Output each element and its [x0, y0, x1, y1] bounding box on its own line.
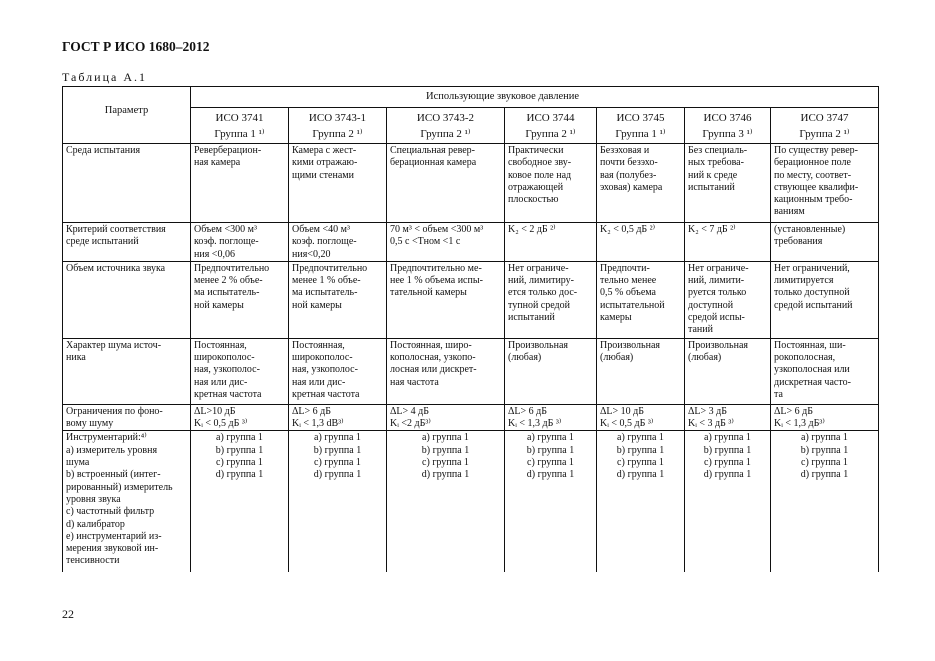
- value-cell: Предпочтительно менее 1 % объе- ма испытатель- ной камеры: [289, 261, 387, 338]
- table-row: [63, 261, 879, 338]
- value-cell: Специальная ревер- берационная камера: [387, 144, 505, 223]
- group-label: Группа 2 ¹⁾: [312, 128, 363, 140]
- group-label: Группа 2 ¹⁾: [799, 128, 850, 140]
- group-label: Группа 1 ¹⁾: [214, 128, 265, 140]
- param-cell: Критерий соответствия среде испытаний: [63, 223, 191, 262]
- value-cell: ΔL> 6 дБ Kᵢ < 1,3 dB³⁾: [289, 404, 387, 431]
- value-cell: Практически свободное зву- ковое поле над отражающей плоскостью: [505, 144, 597, 223]
- standard-label: ИСО 3743-2: [416, 112, 475, 124]
- value-cell: Реверберацион- ная камера: [191, 144, 289, 223]
- value-cell: Безэховая и почти безэхо- вая (полубез- эховая) камера: [597, 144, 685, 223]
- value-cell: Постоянная, ши- рокополосная, узкополосная или дискретная часто- та: [771, 338, 879, 404]
- value-cell: Предпочтительно ме- нее 1 % объема испы- тательной камеры: [387, 261, 505, 338]
- value-cell: a) группа 1 b) группа 1 c) группа 1 d) группа 1: [685, 431, 771, 572]
- value-cell: a) группа 1 b) группа 1 c) группа 1 d) группа 1: [771, 431, 879, 572]
- value-cell: Постоянная, широ- кополосная, узкопо- лосная или дискрет- ная частота: [387, 338, 505, 404]
- value-cell: a) группа 1 b) группа 1 c) группа 1 d) группа 1: [505, 431, 597, 572]
- value-cell: ΔL>10 дБ Kᵢ < 0,5 дБ ³⁾: [191, 404, 289, 431]
- column-header: [685, 108, 771, 144]
- table-row: [63, 431, 879, 572]
- value-cell: 70 м³ < объем <300 м³ 0,5 с <Tном <1 с: [387, 223, 505, 262]
- comparison-table: [62, 86, 879, 572]
- group-label: Группа 1 ¹⁾: [615, 128, 666, 140]
- value-cell: Произвольная (любая): [685, 338, 771, 404]
- value-cell: ΔL> 6 дБ Kᵢ < 1,3 дБ ³⁾: [505, 404, 597, 431]
- standard-label: ИСО 3744: [526, 112, 575, 124]
- column-header: [191, 108, 289, 144]
- param-cell: Объем источника звука: [63, 261, 191, 338]
- value-cell: K₂ < 0,5 дБ ²⁾: [597, 223, 685, 262]
- value-cell: Нет ограничений, лимитируется только доступной средой испытаний: [771, 261, 879, 338]
- group-label: Группа 2 ¹⁾: [420, 128, 471, 140]
- value-cell: ΔL> 10 дБ Kᵢ < 0,5 дБ ³⁾: [597, 404, 685, 431]
- value-cell: a) группа 1 b) группа 1 c) группа 1 d) группа 1: [289, 431, 387, 572]
- value-cell: Предпочтительно менее 2 % объе- ма испытатель- ной камеры: [191, 261, 289, 338]
- table-row: [63, 223, 879, 262]
- value-cell: ΔL> 6 дБ Kᵢ < 1,3 дБ³⁾: [771, 404, 879, 431]
- table-row: [63, 144, 879, 223]
- param-cell: Инструментарий:⁴⁾ a) измеритель уровня шума b) встроенный (интег- рированный) измеритель уровня звука c) частотный фильтр d) калибратор e) инструментарий из- мерения звуковой ин- тенсивности: [63, 431, 191, 572]
- column-header: [771, 108, 879, 144]
- group-label: Группа 3 ¹⁾: [702, 128, 753, 140]
- value-cell: Постоянная, широкополос- ная, узкополос- ная или дис- кретная частота: [289, 338, 387, 404]
- column-header: [597, 108, 685, 144]
- value-cell: a) группа 1 b) группа 1 c) группа 1 d) группа 1: [387, 431, 505, 572]
- value-cell: Без специаль- ных требова- ний к среде испытаний: [685, 144, 771, 223]
- value-cell: K₂ < 2 дБ ²⁾: [505, 223, 597, 262]
- standard-label: ИСО 3746: [703, 112, 752, 124]
- value-cell: Нет ограниче- ний, лимити- руется только доступной средой испы- таний: [685, 261, 771, 338]
- value-cell: Предпочти- тельно менее 0,5 % объема испытательной камеры: [597, 261, 685, 338]
- param-cell: Характер шума источ- ника: [63, 338, 191, 404]
- group-label: Группа 2 ¹⁾: [525, 128, 576, 140]
- page-number: 22: [62, 607, 74, 621]
- column-header: [505, 108, 597, 144]
- table-row: [63, 338, 879, 404]
- table-row: [63, 404, 879, 431]
- document-title: ГОСТ Р ИСО 1680–2012: [62, 39, 210, 54]
- param-cell: Среда испытания: [63, 144, 191, 223]
- value-cell: a) группа 1 b) группа 1 c) группа 1 d) группа 1: [597, 431, 685, 572]
- standard-label: ИСО 3745: [616, 112, 665, 124]
- param-header: Параметр: [63, 87, 191, 144]
- value-cell: ΔL> 4 дБ Kᵢ <2 дБ³⁾: [387, 404, 505, 431]
- value-cell: Объем <300 м³ коэф. поглоще- ния <0,06: [191, 223, 289, 262]
- standard-label: ИСО 3747: [800, 112, 849, 124]
- column-header: [289, 108, 387, 144]
- value-cell: ΔL> 3 дБ Kᵢ < 3 дБ ³⁾: [685, 404, 771, 431]
- standard-label: ИСО 3743-1: [308, 112, 367, 124]
- value-cell: По существу ревер- берационное поле по месту, соответ- ствующее квалифи- кационным требо- ваниям: [771, 144, 879, 223]
- column-header: [387, 108, 505, 144]
- value-cell: Произвольная (любая): [597, 338, 685, 404]
- value-cell: (установленные) требования: [771, 223, 879, 262]
- value-cell: Произвольная (любая): [505, 338, 597, 404]
- value-cell: Нет ограниче- ний, лимитиру- ется только дос- тупной средой испытаний: [505, 261, 597, 338]
- value-cell: a) группа 1 b) группа 1 c) группа 1 d) группа 1: [191, 431, 289, 572]
- table-caption: Таблица А.1: [62, 70, 147, 84]
- value-cell: Камера с жест- кими отражаю- щими стенами: [289, 144, 387, 223]
- value-cell: K₂ < 7 дБ ²⁾: [685, 223, 771, 262]
- standard-label: ИСО 3741: [215, 112, 264, 124]
- span-header: Использующие звуковое давление: [191, 87, 879, 108]
- value-cell: Объем <40 м³ коэф. поглоще- ния<0,20: [289, 223, 387, 262]
- value-cell: Постоянная, широкополос- ная, узкополос- ная или дис- кретная частота: [191, 338, 289, 404]
- param-cell: Ограничения по фоно- вому шуму: [63, 404, 191, 431]
